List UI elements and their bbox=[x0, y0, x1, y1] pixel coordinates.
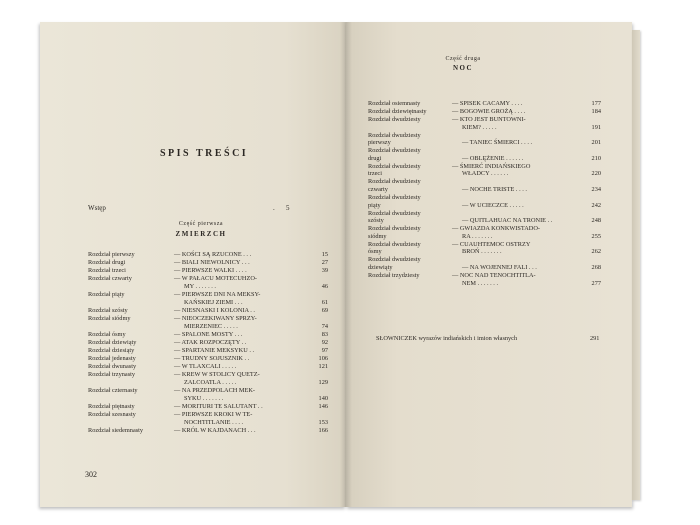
chapter-label: Rozdział dziewiąty bbox=[88, 338, 137, 346]
chapter-title: — GWIAZDA KONKWISTADO- bbox=[452, 225, 540, 233]
chapter-page: 220 bbox=[591, 170, 601, 178]
chapter-label: Rozdział pierwszy bbox=[88, 251, 135, 258]
chapter-label: Rozdział dwudziesty bbox=[368, 178, 421, 186]
chapter-page: 242 bbox=[591, 201, 601, 209]
chapter-title: — CUAUHTEMOC OSTRZY bbox=[452, 240, 531, 248]
glossary-page: 291 bbox=[590, 335, 600, 342]
chapter-label-cont: szósty bbox=[368, 217, 384, 225]
chapter-page: 146 bbox=[318, 402, 328, 410]
chapter-label: Rozdział szesnasty bbox=[88, 411, 136, 418]
chapter-page: 184 bbox=[591, 108, 601, 115]
chapter-page: 15 bbox=[321, 251, 328, 258]
chapter-label-cont: piąty bbox=[368, 201, 381, 209]
chapter-label: Rozdział dwudziesty bbox=[368, 225, 421, 233]
book-gutter bbox=[340, 22, 352, 507]
chapter-label: Rozdział siódmy bbox=[88, 315, 131, 322]
chapter-page: 166 bbox=[318, 426, 328, 434]
chapter-label: Rozdział dwunasty bbox=[88, 363, 137, 371]
chapter-title: — BOGOWIE GROŻĄ . . . . bbox=[452, 108, 526, 115]
chapter-label: Rozdział trzynasty bbox=[88, 371, 136, 379]
chapter-label: Rozdział dwudziesty bbox=[368, 209, 421, 217]
chapter-label: Rozdział piętnasty bbox=[88, 402, 135, 410]
chapter-label-cont: dziewiąty bbox=[368, 264, 393, 271]
chapter-title: — TRUDNY SOJUSZNIK . . bbox=[174, 355, 250, 363]
chapter-label: Rozdział dwudziesty bbox=[368, 194, 421, 201]
chapter-page: 129 bbox=[318, 379, 328, 386]
chapter-label: Rozdział jedenasty bbox=[88, 355, 136, 363]
chapter-page: 27 bbox=[321, 259, 328, 267]
left-page bbox=[40, 22, 346, 507]
chapter-title: MIERZENIEC . . . . . bbox=[184, 322, 238, 330]
chapter-page: 255 bbox=[591, 232, 601, 240]
part-one-label: Część pierwsza bbox=[178, 221, 224, 227]
chapter-title: — NOC NAD TENOCHTITLA- bbox=[452, 272, 536, 279]
glossary-entry: SŁOWNICZEK wyrazów indiańskich i imion własnych bbox=[376, 335, 518, 342]
chapter-page: 234 bbox=[591, 186, 601, 193]
chapter-title: — W TLAXCALI . . . . . bbox=[174, 363, 237, 371]
chapter-label-cont: siódmy bbox=[368, 232, 387, 240]
chapter-page: 61 bbox=[321, 298, 328, 306]
chapter-label-cont: czwarty bbox=[368, 186, 388, 193]
chapter-title: BROŃ . . . . . . . bbox=[462, 248, 502, 256]
chapter-label: Rozdział dwudziesty bbox=[368, 147, 421, 155]
chapter-label-cont: trzeci bbox=[368, 170, 382, 178]
chapter-label: Rozdział ósmy bbox=[88, 330, 126, 338]
chapter-label: Rozdział dwudziesty bbox=[368, 162, 421, 170]
chapter-page: 121 bbox=[318, 363, 328, 371]
chapter-title: — NIESNASKI I KOLONIA . . bbox=[174, 306, 255, 314]
chapter-page: 210 bbox=[591, 154, 601, 162]
chapter-title: — OBLĘŻENIE . . . . . . bbox=[462, 154, 524, 162]
open-book bbox=[40, 22, 640, 507]
chapter-title: — QUITLAHUAC NA TRONIE . . bbox=[462, 217, 553, 225]
page-number: 302 bbox=[85, 470, 97, 479]
chapter-label: Rozdział dwudziesty bbox=[368, 131, 421, 139]
intro-dots: . bbox=[273, 204, 275, 212]
chapter-title: NOCHTITLANIE . . . . bbox=[184, 418, 244, 426]
chapter-label: Rozdział dziesiąty bbox=[88, 347, 135, 354]
chapter-title: WŁADCY . . . . . . bbox=[462, 170, 509, 178]
chapter-title: — ATAK ROZPOCZĘTY . . bbox=[174, 338, 247, 346]
chapter-title: — NA PRZEDPOLACH MEK- bbox=[174, 387, 255, 395]
chapter-page: 74 bbox=[321, 322, 328, 330]
chapter-page: 140 bbox=[318, 394, 328, 402]
chapter-title: KIEM? . . . . . bbox=[462, 123, 497, 131]
chapter-page: 39 bbox=[321, 267, 328, 275]
chapter-title: — TANIEC ŚMIERCI . . . . bbox=[462, 139, 533, 147]
chapter-page: 92 bbox=[321, 338, 328, 346]
chapter-label: Rozdział dziewiętnasty bbox=[368, 108, 427, 115]
chapter-title: — SPARTANIE MEKSYKU . . bbox=[174, 347, 255, 354]
chapter-title: — NOCHE TRISTE . . . . bbox=[462, 186, 527, 193]
chapter-title: RA . . . . . . . bbox=[462, 232, 493, 240]
chapter-title: — ŚMIERĆ INDIAŃSKIEGO bbox=[452, 162, 531, 170]
chapter-label: Rozdział siedemnasty bbox=[88, 426, 144, 434]
chapter-label-cont: pierwszy bbox=[368, 139, 391, 147]
chapter-page: 262 bbox=[591, 248, 601, 256]
chapter-page: 177 bbox=[591, 100, 601, 107]
chapter-page: 83 bbox=[321, 330, 328, 338]
chapter-title: — SPALONE MOSTY . . . bbox=[174, 330, 243, 338]
chapter-title: — BIALI NIEWOLNICY . . . bbox=[174, 259, 250, 267]
chapter-page: 153 bbox=[318, 418, 328, 426]
part-two-name: NOC bbox=[452, 64, 474, 72]
chapter-title: — SPISEK CACAMY . . . . bbox=[452, 100, 523, 107]
chapter-title: — MORITURI TE SALUTANT . . bbox=[174, 402, 263, 410]
chapter-label: Rozdział osiemnasty bbox=[368, 100, 421, 107]
chapter-page: 191 bbox=[591, 123, 601, 131]
right-page bbox=[346, 22, 632, 507]
chapter-title: — NA WOJENNEJ FALI . . . bbox=[462, 264, 537, 271]
chapter-title: — PIERWSZE KROKI W TE- bbox=[174, 411, 253, 418]
chapter-title: — W PAŁACU MOTECUHZO- bbox=[174, 275, 257, 283]
chapter-title: — W UCIECZCE . . . . . bbox=[462, 201, 524, 209]
chapter-label: Rozdział trzydziesty bbox=[368, 272, 420, 279]
chapter-title: — NIEOCZEKIWANY SPRZY- bbox=[174, 315, 257, 322]
chapter-page: 69 bbox=[321, 306, 328, 314]
chapter-label-cont: ósmy bbox=[368, 248, 382, 256]
chapter-page: 268 bbox=[591, 264, 601, 271]
chapter-label: Rozdział dwudziesty bbox=[368, 256, 421, 264]
chapter-label: Rozdział dwudziesty bbox=[368, 240, 421, 248]
page-edges bbox=[632, 30, 640, 500]
chapter-title: — KRÓL W KAJDANACH . . . bbox=[174, 426, 256, 434]
intro-label: Wstęp bbox=[88, 204, 106, 212]
chapter-title: ZALCOATLA . . . . . bbox=[184, 379, 237, 386]
chapter-page: 248 bbox=[591, 217, 601, 225]
chapter-label: Rozdział drugi bbox=[88, 259, 126, 267]
chapter-title: — KOŚCI SĄ RZUCONE . . . bbox=[174, 251, 252, 258]
chapter-page: 46 bbox=[321, 283, 328, 290]
chapter-label: Rozdział czwarty bbox=[88, 275, 132, 283]
chapter-page: 201 bbox=[591, 139, 601, 147]
chapter-page: 106 bbox=[318, 355, 328, 363]
chapter-title: NEM . . . . . . . bbox=[462, 279, 499, 287]
chapter-label: Rozdział dwudziesty bbox=[368, 116, 421, 123]
chapter-title: KAŃSKIEJ ZIEMI . . . bbox=[184, 298, 243, 306]
chapter-label: Rozdział szósty bbox=[88, 306, 128, 314]
chapter-title: — KTO JEST BUNTOWNI- bbox=[452, 116, 526, 123]
chapter-label-cont: drugi bbox=[368, 154, 382, 162]
chapter-label: Rozdział czternasty bbox=[88, 387, 138, 395]
intro-page: 5 bbox=[286, 204, 290, 212]
chapter-label: Rozdział piąty bbox=[88, 291, 125, 299]
chapter-title: SYKU . . . . . . . bbox=[184, 394, 224, 402]
chapter-page: 277 bbox=[591, 279, 601, 287]
chapter-title: — PIERWSZE WALKI . . . . bbox=[174, 267, 247, 275]
toc-heading: SPIS TREŚCI bbox=[160, 148, 249, 159]
chapter-title: — PIERWSZE DNI NA MEKSY- bbox=[174, 291, 261, 299]
chapter-title: MY . . . . . . . bbox=[184, 283, 216, 290]
part-two-label: Część druga bbox=[445, 56, 481, 62]
chapter-page: 97 bbox=[321, 347, 328, 354]
part-one-name: ZMIERZCH bbox=[175, 230, 227, 238]
chapter-label: Rozdział trzeci bbox=[88, 267, 126, 275]
chapter-title: — KREW W STOLICY QUETZ- bbox=[174, 371, 260, 379]
